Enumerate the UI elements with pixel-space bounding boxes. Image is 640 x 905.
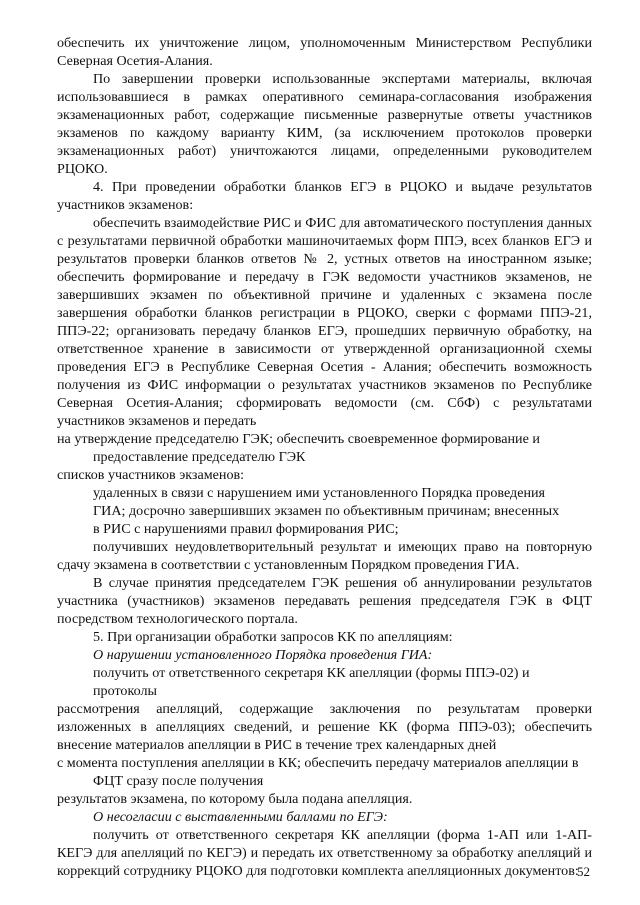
page-number: 52: [577, 864, 590, 879]
section-heading: 5. При организации обработки запросов КК по апелляциям:: [93, 629, 453, 645]
paragraph: ФЦТ сразу после получения: [93, 773, 264, 789]
list-item: ГИА; досрочно завершивших экзамен по объективным причинам; внесенных: [93, 503, 560, 519]
list-item: получивших неудовлетворительный результат и имеющих право на повторную сдачу экзамена в соответствии с установленным Порядком проведения ГИА.: [57, 539, 592, 573]
paragraph: результатов экзамена, по которому была подана апелляция.: [57, 791, 413, 807]
paragraph: списков участников экзаменов:: [57, 467, 245, 483]
subheading: О несогласии с выставленными баллами по ЕГЭ:: [93, 809, 388, 825]
section-heading: 4. При проведении обработки бланков ЕГЭ в РЦОКО и выдаче результатов участников экзаменов:: [57, 179, 592, 213]
paragraph: В случае принятия председателем ГЭК решения об аннулировании результатов участника (участников) экзаменов передавать решения председателя ГЭК в ФЦТ посредством технологического портала.: [57, 575, 592, 627]
paragraph: По завершении проверки использованные экспертами материалы, включая использовавшиеся в рамках оперативного семинара-согласования изображения экзаменационных работ, содержащие письменные развернутые ответы участников экзаменов по каждому варианту КИМ, (за исключением протоколов проверки экзаменационных работ) уничтожаются лицами, определенными руководителем РЦОКО.: [57, 71, 592, 177]
document-body: [57, 34, 592, 880]
paragraph: на утверждение председателю ГЭК; обеспечить своевременное формирование и: [57, 431, 540, 447]
list-item: в РИС с нарушениями правил формирования РИС;: [93, 521, 399, 537]
subheading: О нарушении установленного Порядка проведения ГИА:: [93, 647, 433, 663]
paragraph: обеспечить взаимодействие РИС и ФИС для автоматического поступления данных с результатами первичной обработки машиночитаемых форм ППЭ, всех бланков ЕГЭ и результатов проверки бланков ответов № 2, устных ответов на иностранном языке; обеспечить формирование и передачу в ГЭК ведомости участников экзаменов, не завершивших экзамен по объективной причине и удаленных с экзамена после завершения обработки бланков регистрации в РЦОКО, сверки с формами ППЭ-21, ППЭ-22; организовать передачу бланков ЕГЭ, прошедших первичную обработку, на ответственное хранение в зависимости от утвержденной организационной схемы проведения ЕГЭ в Республике Северная Осетия - Алания; обеспечить возможность получения из ФИС информации о результатах участников экзаменов по Республике Северная Осетия-Алания; сформировать ведомости (см. СбФ) с результатами участников экзаменов и передать: [57, 215, 592, 429]
paragraph: получить от ответственного секретаря КК апелляции (формы ППЭ-02) и: [93, 665, 530, 681]
paragraph: получить от ответственного секретаря КК апелляции (форма 1-АП или 1-АП-КЕГЭ для апелляций по КЕГЭ) и передать их ответственному за обработку апелляций и коррекций сотруднику РЦОКО для подготовки комплекта апелляционных документов:: [57, 827, 592, 879]
list-item: удаленных в связи с нарушением ими установленного Порядка проведения: [93, 485, 546, 501]
paragraph: предоставление председателю ГЭК: [93, 449, 306, 465]
paragraph: с момента поступления апелляции в КК; обеспечить передачу материалов апелляции в: [57, 755, 579, 771]
paragraph: протоколы: [93, 683, 157, 699]
paragraph: рассмотрения апелляций, содержащие заключения по результатам проверки изложенных в апелляциях сведений, и решение КК (форма ППЭ-03); обеспечить внесение материалов апелляции в РИС в течение трех календарных дней: [57, 701, 592, 753]
paragraph: обеспечить их уничтожение лицом, уполномоченным Министерством Республики Северная Осетия-Алания.: [57, 35, 592, 69]
